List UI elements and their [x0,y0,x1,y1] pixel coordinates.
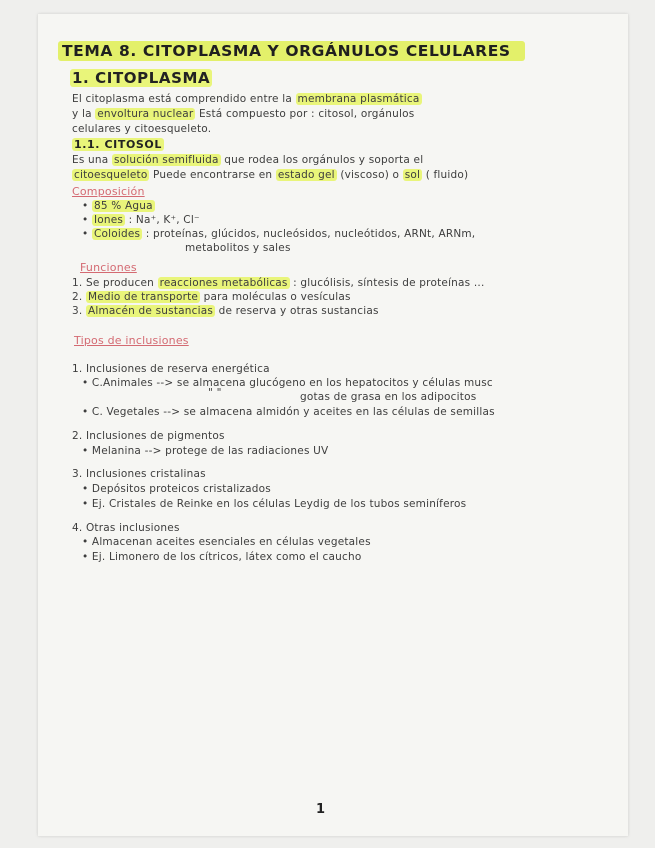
section-heading-citoplasma: 1. CITOPLASMA [72,69,211,87]
section-heading-citosol: 1.1. CITOSOL [74,138,162,151]
group-title: 1. Inclusiones de reserva energética [72,363,270,375]
notebook-page [38,14,628,836]
text-line: El citoplasma está comprendido entre la membrana plasmática [72,93,420,105]
subheading-composicion: Composición [72,185,145,198]
group-title: 2. Inclusiones de pigmentos [72,430,225,442]
ditto-marks: " " [208,387,222,399]
list-item: • Almacenan aceites esenciales en células vegetales [82,536,371,548]
text-line: citoesqueleto Puede encontrarse en estado gel (viscoso) o sol ( fluido) [74,169,469,181]
list-item: gotas de grasa en los adipocitos [300,391,477,403]
group-title: 3. Inclusiones cristalinas [72,468,206,480]
list-item: 3. Almacén de sustancias de reserva y otras sustancias [72,305,379,317]
page-number: 1 [316,802,326,817]
text-line: Es una solución semifluida que rodea los orgánulos y soporta el [72,154,424,166]
list-item: • Melanina --> protege de las radiaciones UV [82,445,329,457]
text-line: celulares y citoesqueleto. [72,123,212,135]
page-title: TEMA 8. CITOPLASMA Y ORGÁNULOS CELULARES [58,42,525,60]
list-item: • Coloides : proteínas, glúcidos, nucleósidos, nucleótidos, ARNt, ARNm, [82,228,476,240]
group-title: 4. Otras inclusiones [72,522,180,534]
list-item: 2. Medio de transporte para moléculas o vesículas [72,291,351,303]
list-item: 1. Se producen reacciones metabólicas : glucólisis, síntesis de proteínas ... [72,277,485,289]
list-item: • C.Animales --> se almacena glucógeno en los hepatocitos y células musc [82,377,493,389]
list-item: • Ej. Cristales de Reinke en los células Leydig de los tubos seminíferos [82,498,467,510]
text-line: y la envoltura nuclear Está compuesto por : citosol, orgánulos [72,108,415,120]
list-item: • C. Vegetales --> se almacena almidón y aceites en las células de semillas [82,406,495,418]
text-line: metabolitos y sales [185,242,291,254]
list-item: • Ej. Limonero de los cítricos, látex como el caucho [82,551,362,563]
list-item: • Iones : Na⁺, K⁺, Cl⁻ [82,214,200,226]
list-item: • Depósitos proteicos cristalizados [82,483,271,495]
subheading-funciones: Funciones [80,261,137,274]
list-item: • 85 % Agua [82,200,153,212]
subheading-tipos-inclusiones: Tipos de inclusiones [74,334,189,347]
